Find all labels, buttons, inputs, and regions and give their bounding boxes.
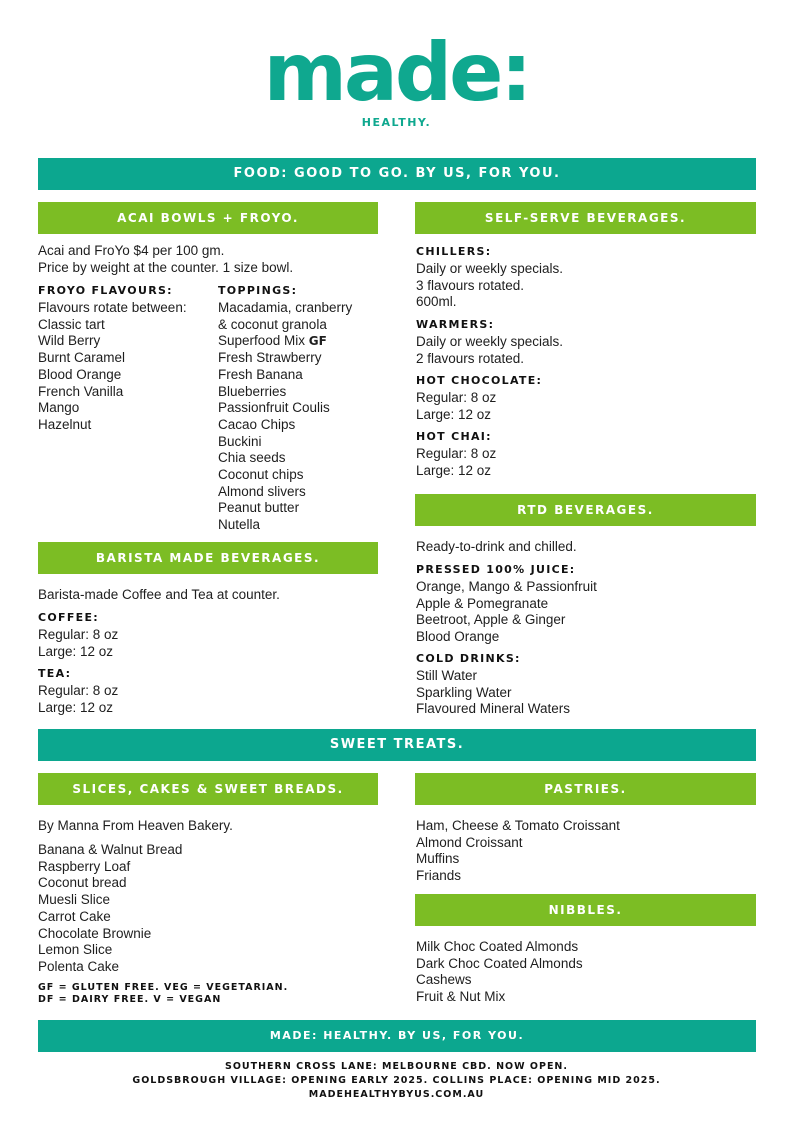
toppings-rest: Fresh Strawberry Fresh Banana Blueberries Passionfruit Coulis Cacao Chips Buckini Chia seeds Coconut chips Almond slivers Peanut butter Nutella — [218, 350, 330, 533]
cold-drinks-list: Still Water Sparkling Water Flavoured Mineral Waters — [416, 668, 571, 717]
footer-location-2: GOLDSBROUGH VILLAGE: OPENING EARLY 2025. COLLINS PLACE: OPENING MID 2025. — [132, 1075, 661, 1086]
chillers-text: Daily or weekly specials. 3 flavours rotated. 600ml. — [416, 261, 564, 310]
brand-logo: made: — [263, 26, 530, 119]
acai-section-header: ACAI BOWLS + FROYO. — [38, 202, 378, 234]
warmers-heading: WARMERS: — [416, 318, 495, 331]
self-serve-section-header: SELF-SERVE BEVERAGES. — [415, 202, 756, 234]
toppings-list — [218, 300, 388, 534]
barista-intro: Barista-made Coffee and Tea at counter. — [38, 587, 280, 602]
hot-chai-heading: HOT CHAI: — [416, 430, 492, 443]
warmers-text: Daily or weekly specials. 2 flavours rotated. — [416, 334, 564, 366]
tea-sizes: Regular: 8 oz Large: 12 oz — [38, 683, 119, 715]
cold-drinks-heading: COLD DRINKS: — [416, 652, 521, 665]
toppings-heading: TOPPINGS: — [218, 284, 298, 297]
footer-banner: MADE: HEALTHY. BY US, FOR YOU. — [38, 1020, 756, 1052]
footer-website: MADEHEALTHYBYUS.COM.AU — [308, 1089, 485, 1100]
froyo-flavours-list: Flavours rotate between: Classic tart Wild Berry Burnt Caramel Blood Orange French Vanilla Mango Hazelnut — [38, 300, 187, 432]
froyo-flavours-heading: FROYO FLAVOURS: — [38, 284, 173, 297]
hot-chocolate-heading: HOT CHOCOLATE: — [416, 374, 543, 387]
footer-location-1: SOUTHERN CROSS LANE: MELBOURNE CBD. NOW OPEN. — [224, 1061, 568, 1072]
coffee-sizes: Regular: 8 oz Large: 12 oz — [38, 627, 119, 659]
pastries-section-header: PASTRIES. — [415, 773, 756, 805]
brand-header — [0, 28, 793, 129]
slices-section-header: SLICES, CAKES & SWEET BREADS. — [38, 773, 378, 805]
hot-chai-sizes: Regular: 8 oz Large: 12 oz — [416, 446, 497, 478]
chillers-heading: CHILLERS: — [416, 245, 492, 258]
tea-heading: TEA: — [38, 667, 72, 680]
food-section-banner: FOOD: GOOD TO GO. BY US, FOR YOU. — [38, 158, 756, 190]
slices-list: Banana & Walnut Bread Raspberry Loaf Coconut bread Muesli Slice Carrot Cake Chocolate Brownie Lemon Slice Polenta Cake — [38, 842, 183, 974]
juice-list: Orange, Mango & Passionfruit Apple & Pomegranate Beetroot, Apple & Ginger Blood Orange — [416, 579, 597, 645]
dietary-legend: GF = GLUTEN FREE. VEG = VEGETARIAN. DF = DAIRY FREE. V = VEGAN — [38, 982, 289, 1005]
toppings-superfood — [218, 333, 388, 350]
toppings-granola: Macadamia, cranberry & coconut granola — [218, 300, 353, 332]
brand-tagline: HEALTHY. — [361, 116, 432, 129]
rtd-section-header: RTD BEVERAGES. — [415, 494, 756, 526]
nibbles-list: Milk Choc Coated Almonds Dark Choc Coated Almonds Cashews Fruit & Nut Mix — [416, 939, 583, 1005]
rtd-intro: Ready-to-drink and chilled. — [416, 539, 577, 554]
gf-tag: GF — [308, 334, 327, 349]
superfood-label: Superfood Mix — [218, 333, 309, 349]
nibbles-section-header: NIBBLES. — [415, 894, 756, 926]
pastries-list: Ham, Cheese & Tomato Croissant Almond Croissant Muffins Friands — [416, 818, 620, 884]
acai-intro: Acai and FroYo $4 per 100 gm. Price by weight at the counter. 1 size bowl. — [38, 243, 294, 275]
hot-chocolate-sizes: Regular: 8 oz Large: 12 oz — [416, 390, 497, 422]
sweet-treats-banner: SWEET TREATS. — [38, 729, 756, 761]
slices-intro: By Manna From Heaven Bakery. — [38, 818, 233, 833]
barista-section-header: BARISTA MADE BEVERAGES. — [38, 542, 378, 574]
juice-heading: PRESSED 100% JUICE: — [416, 563, 576, 576]
coffee-heading: COFFEE: — [38, 611, 99, 624]
